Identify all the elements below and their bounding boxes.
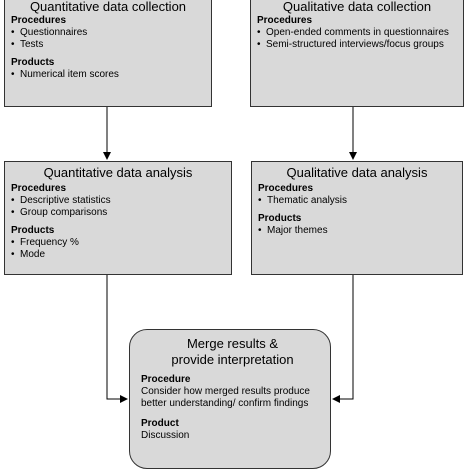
list-item: • Descriptive statistics bbox=[11, 195, 225, 207]
list-item: • Group comparisons bbox=[11, 207, 225, 219]
qual-analysis-title: Qualitative data analysis bbox=[286, 165, 428, 180]
quant-collection-title: Quantitative data collection bbox=[29, 0, 187, 14]
list-item: • Open-ended comments in questionnaires bbox=[257, 27, 457, 39]
list-item: • Questionnaires bbox=[11, 27, 205, 39]
list-item: • Mode bbox=[11, 249, 225, 261]
qual-analysis-procedures-list bbox=[258, 195, 456, 207]
list-item: • Numerical item scores bbox=[11, 69, 205, 81]
quant-collection-procedures-label: Procedures bbox=[11, 15, 67, 26]
quant-analysis-procedures-label: Procedures bbox=[11, 183, 67, 194]
qual-analysis-box bbox=[251, 161, 463, 275]
merge-title-line1: Merge results & bbox=[186, 336, 279, 351]
quant-analysis-procedures-list bbox=[11, 195, 225, 219]
quant-analysis-products-label: Products bbox=[11, 225, 55, 236]
merge-product-text: Discussion bbox=[141, 430, 190, 441]
merge-procedure-text: Consider how merged results produce better understanding/ confirm findings bbox=[141, 386, 310, 409]
qual-collection-procedures-label: Procedures bbox=[257, 15, 313, 26]
qual-analysis-products-label: Products bbox=[258, 213, 302, 224]
quant-collection-box bbox=[4, 0, 212, 107]
quant-collection-products-label: Products bbox=[11, 57, 55, 68]
arrow-quant-analysis-to-merge bbox=[107, 275, 127, 399]
merge-product-label: Product bbox=[141, 418, 179, 429]
quant-analysis-title: Quantitative data analysis bbox=[43, 165, 193, 180]
list-item: • Major themes bbox=[258, 225, 456, 237]
quant-collection-procedures-list bbox=[11, 27, 205, 51]
quant-analysis-products-list bbox=[11, 237, 225, 261]
list-item: • Tests bbox=[11, 39, 205, 51]
qual-analysis-procedures-label: Procedures bbox=[258, 183, 314, 194]
merge-box bbox=[129, 329, 331, 469]
list-item: • Semi-structured interviews/focus groups bbox=[257, 39, 457, 51]
qual-collection-procedures-list bbox=[257, 27, 457, 51]
merge-title-line2: provide interpretation bbox=[171, 352, 294, 367]
quant-analysis-box bbox=[4, 161, 232, 275]
arrow-qual-analysis-to-merge bbox=[333, 275, 353, 399]
merge-procedure-label: Procedure bbox=[141, 374, 191, 385]
list-item: • Thematic analysis bbox=[258, 195, 456, 207]
quant-collection-products-list bbox=[11, 69, 205, 81]
list-item: • Frequency % bbox=[11, 237, 225, 249]
qual-collection-title: Qualitative data collection bbox=[282, 0, 432, 14]
qual-analysis-products-list bbox=[258, 225, 456, 237]
qual-collection-box bbox=[250, 0, 464, 107]
